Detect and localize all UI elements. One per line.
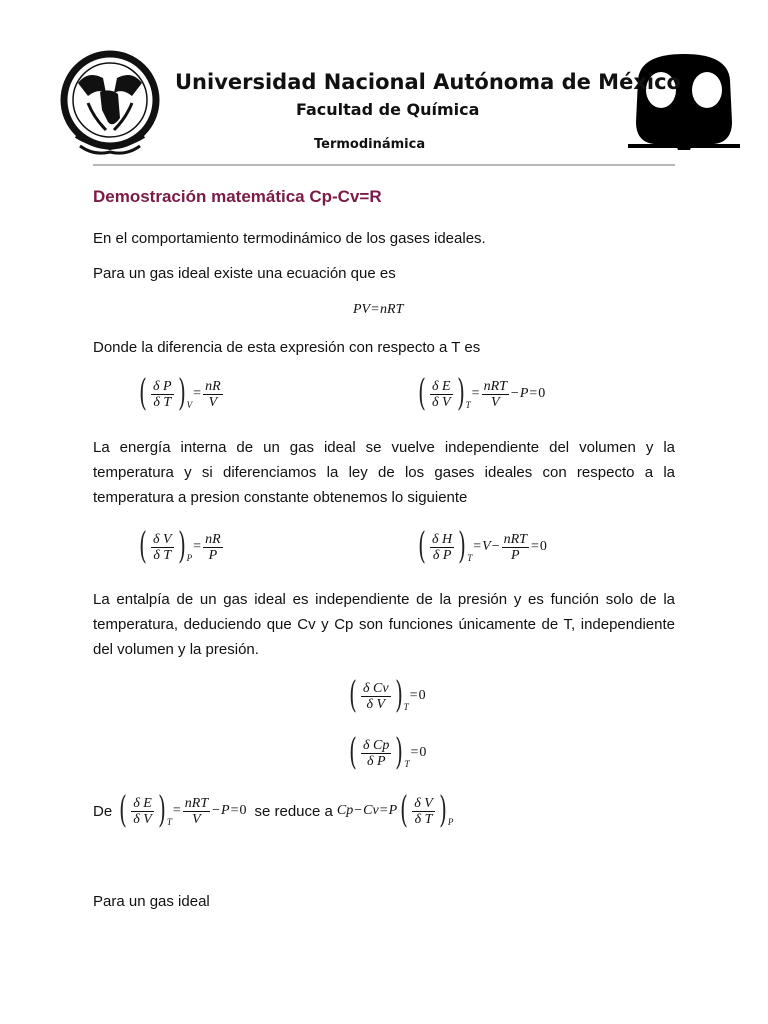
document-title: Demostración matemática Cp-Cv=R <box>93 187 382 206</box>
quimica-owl-logo-icon <box>628 52 740 156</box>
equation-dV-dT: ( $\frac{\text{δ V}}{\text{δ T}}$ ) P = $\frac{nR}{P}$ <box>139 526 221 567</box>
header-divider <box>93 164 675 166</box>
equation-dCp-dP: ( $\frac{\text{δ Cp}}{\text{δ P}}$ ) T = 0 <box>349 732 427 773</box>
equation-dH-dP: ( $\frac{\text{δ H}}{\text{δ P}}$ ) T = V − $\frac{\text{nRT}}{P}$ = 0 <box>418 526 547 567</box>
paragraph-5: La entalpía de un gas ideal es independiente de la presión y es función solo de la temperatura, deduciendo que Cv y Cp son funciones únicamente de T, independiente del volumen y la presión. <box>93 591 675 658</box>
paragraph-3: Donde la diferencia de esta expresión con respecto a T es <box>93 339 481 356</box>
paragraph-1: En el comportamiento termodinámico de los gases ideales. <box>93 230 486 247</box>
course-name: Termodinámica <box>314 137 426 152</box>
equation-dE-dV: ( $\frac{\text{δ E}}{\text{δ V}}$ ) T = $\frac{\text{nRT}}{V}$ − P = 0 <box>418 373 546 414</box>
university-name: Universidad Nacional Autónoma de México <box>175 70 681 94</box>
equation-reduction-source: ( $\frac{\text{δ E}}{\text{δ V}}$ ) T = $\frac{\text{nRT}}{V}$ − P = 0 <box>119 790 247 831</box>
reduction-line <box>93 790 454 831</box>
reduction-prefix: De <box>93 802 113 820</box>
reduction-middle: se reduce a <box>254 802 333 820</box>
paragraph-4: La energía interna de un gas ideal se vuelve independiente del volumen y la temperatura y si diferenciamos la ley de los gases ideales con respecto a la temperatura a presion constante obtenemos lo siguiente <box>93 439 675 506</box>
unam-seal-icon <box>58 48 162 158</box>
equation-dCv-dV: ( $\frac{\text{δ Cv}}{\text{δ V}}$ ) T = 0 <box>349 675 426 716</box>
paragraph-7: Para un gas ideal <box>93 893 210 910</box>
equation-ideal-gas: PV = nRT <box>353 302 404 317</box>
paragraph-2: Para un gas ideal existe una ecuación que es <box>93 265 396 282</box>
equation-dP-dT: ( $\frac{\text{δ P}}{\text{δ T}}$ ) V = $\frac{nR}{V}$ <box>139 373 221 414</box>
equation-cp-minus-cv: Cp − Cv = P ( $\frac{\text{δ V}}{\text{δ T}}$ ) P <box>336 790 454 831</box>
faculty-name: Facultad de Química <box>296 100 480 119</box>
